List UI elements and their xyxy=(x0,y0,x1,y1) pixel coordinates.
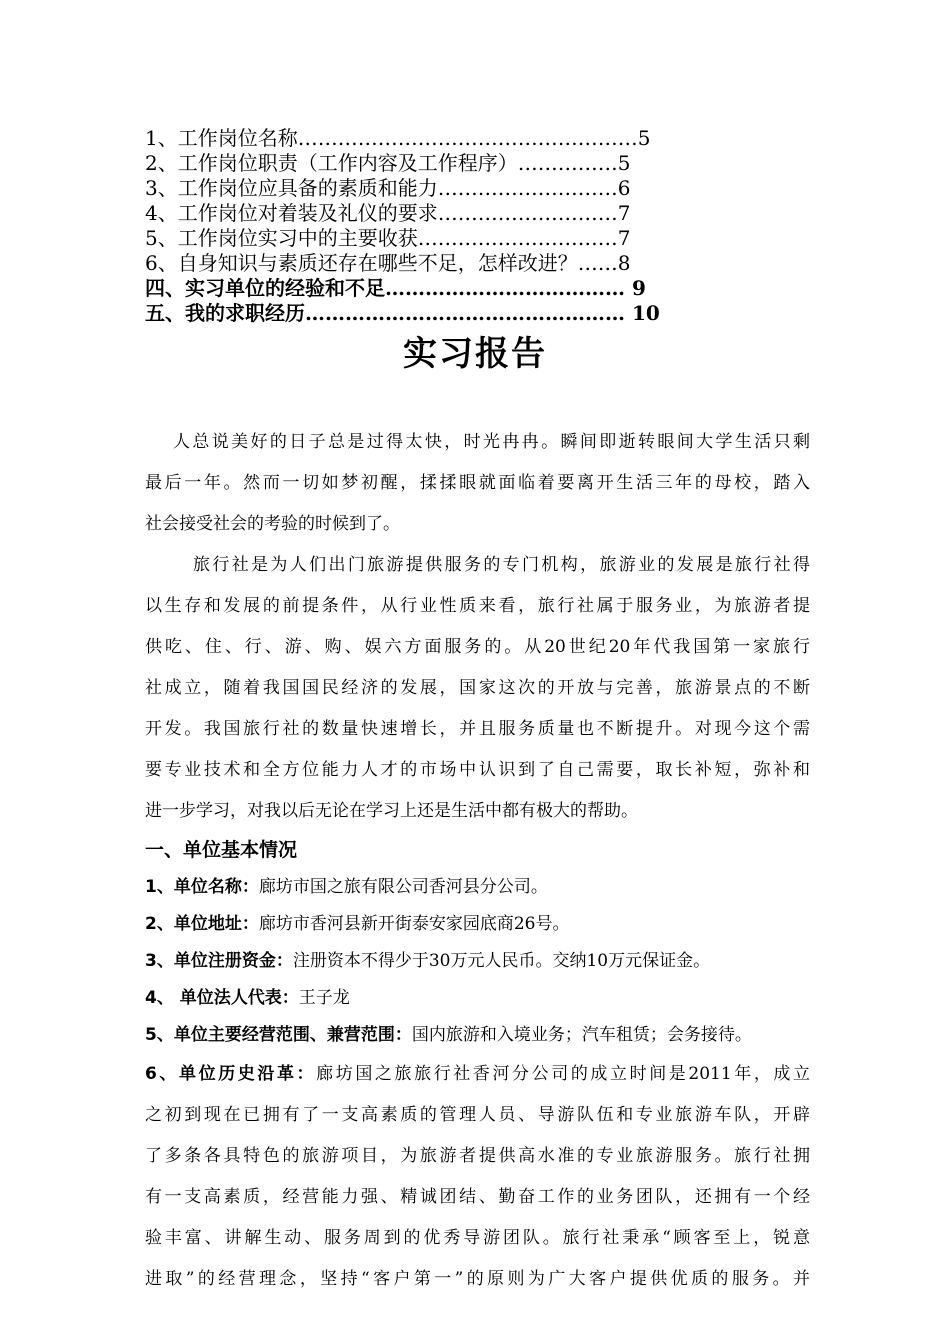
info-value: 廊坊国之旅旅行社香河分公司的成立时间是2011年，成立 xyxy=(316,1064,810,1084)
info-label: 5、单位主要经营范围、兼营范围： xyxy=(145,1025,412,1045)
toc-item[interactable]: 四、实习单位的经验和不足……………………………… 9 xyxy=(145,276,646,300)
section-heading: 一、单位基本情况 xyxy=(145,839,298,861)
info-label: 1、单位名称： xyxy=(145,877,259,897)
info-item xyxy=(145,943,810,980)
report-title: 实习报告 xyxy=(403,334,547,374)
info-label: 2、单位地址： xyxy=(145,914,259,934)
info-item xyxy=(145,1017,810,1054)
info-value: 廊坊市国之旅有限公司香河县分公司。 xyxy=(258,877,548,897)
info-label: 3、单位注册资金： xyxy=(145,951,293,971)
toc-item[interactable]: 6、自身知识与素质还存在哪些不足，怎样改进？……8 xyxy=(145,251,631,275)
history-line: 进取”的经营理念，坚持“客户第一”的原则为广大客户提供优质的服务。并 xyxy=(145,1269,810,1289)
para2-line: 开发。我国旅行社的数量快速增长，并且服务质量也不断提升。对现今这个需 xyxy=(145,719,810,739)
intro-line: 社会接受社会的考验的时候到了。 xyxy=(145,514,400,534)
toc-item[interactable]: 5、工作岗位实习中的主要收获…………………………7 xyxy=(145,226,631,250)
toc-item[interactable]: 2、工作岗位职责（工作内容及工作程序）……………5 xyxy=(145,151,631,175)
info-item xyxy=(145,906,810,943)
para2-line: 社成立，随着我国国民经济的发展，国家这次的开放与完善，旅游景点的不断 xyxy=(145,678,810,698)
info-label: 4、 单位法人代表： xyxy=(145,988,299,1008)
info-value: 国内旅游和入境业务；汽车租赁；会务接待。 xyxy=(411,1025,752,1045)
para2-line: 要专业技术和全方位能力人才的市场中认识到了自己需要，取长补短，弥补和 xyxy=(145,760,810,780)
toc-item[interactable]: 1、工作岗位名称……………………………………………5 xyxy=(145,126,651,150)
history-line: 之初到现在已拥有了一支高素质的管理人员、导游队伍和专业旅游车队，开辟 xyxy=(145,1105,810,1125)
info-item xyxy=(145,980,810,1017)
para2-line: 以生存和发展的前提条件，从行业性质来看，旅行社属于服务业，为旅游者提 xyxy=(145,596,810,616)
info-label: 6、单位历史沿革： xyxy=(145,1064,317,1084)
info-item xyxy=(145,869,810,906)
para2-line: 旅行社是为人们出门旅游提供服务的专门机构，旅游业的发展是旅行社得 xyxy=(193,555,810,575)
para2-line: 进一步学习，对我以后无论在学习上还是生活中都有极大的帮助。 xyxy=(145,801,638,821)
toc-item[interactable]: 3、工作岗位应具备的素质和能力………………………6 xyxy=(145,176,631,200)
intro-line: 最后一年。然而一切如梦初醒，揉揉眼就面临着要离开生活三年的母校，踏入 xyxy=(145,473,810,493)
info-value: 注册资本不得少于30万元人民币。交纳10万元保证金。 xyxy=(292,951,711,971)
toc-item[interactable]: 4、工作岗位对着装及礼仪的要求………………………7 xyxy=(145,201,631,225)
history-line: 有一支高素质，经营能力强、精诚团结、勤奋工作的业务团队，还拥有一个经 xyxy=(145,1187,810,1207)
info-value: 王子龙 xyxy=(298,988,350,1008)
info-value: 廊坊市香河县新开街泰安家园底商26号。 xyxy=(258,914,570,934)
history-line: 了多条各具特色的旅游项目，为旅游者提供高水准的专业旅游服务。旅行社拥 xyxy=(145,1146,810,1166)
intro-line: 人总说美好的日子总是过得太快，时光冉冉。瞬间即逝转眼间大学生活只剩 xyxy=(173,432,810,452)
info-item xyxy=(145,1054,810,1095)
history-line: 验丰富、讲解生动、服务周到的优秀导游团队。旅行社秉承“顾客至上，锐意 xyxy=(145,1228,810,1248)
para2-line: 供吃、住、行、游、购、娱六方面服务的。从20世纪20年代我国第一家旅行 xyxy=(145,637,810,657)
toc-item[interactable]: 五、我的求职经历………………………………………… 10 xyxy=(145,301,660,325)
report-body xyxy=(145,422,810,1300)
table-of-contents xyxy=(145,126,745,326)
